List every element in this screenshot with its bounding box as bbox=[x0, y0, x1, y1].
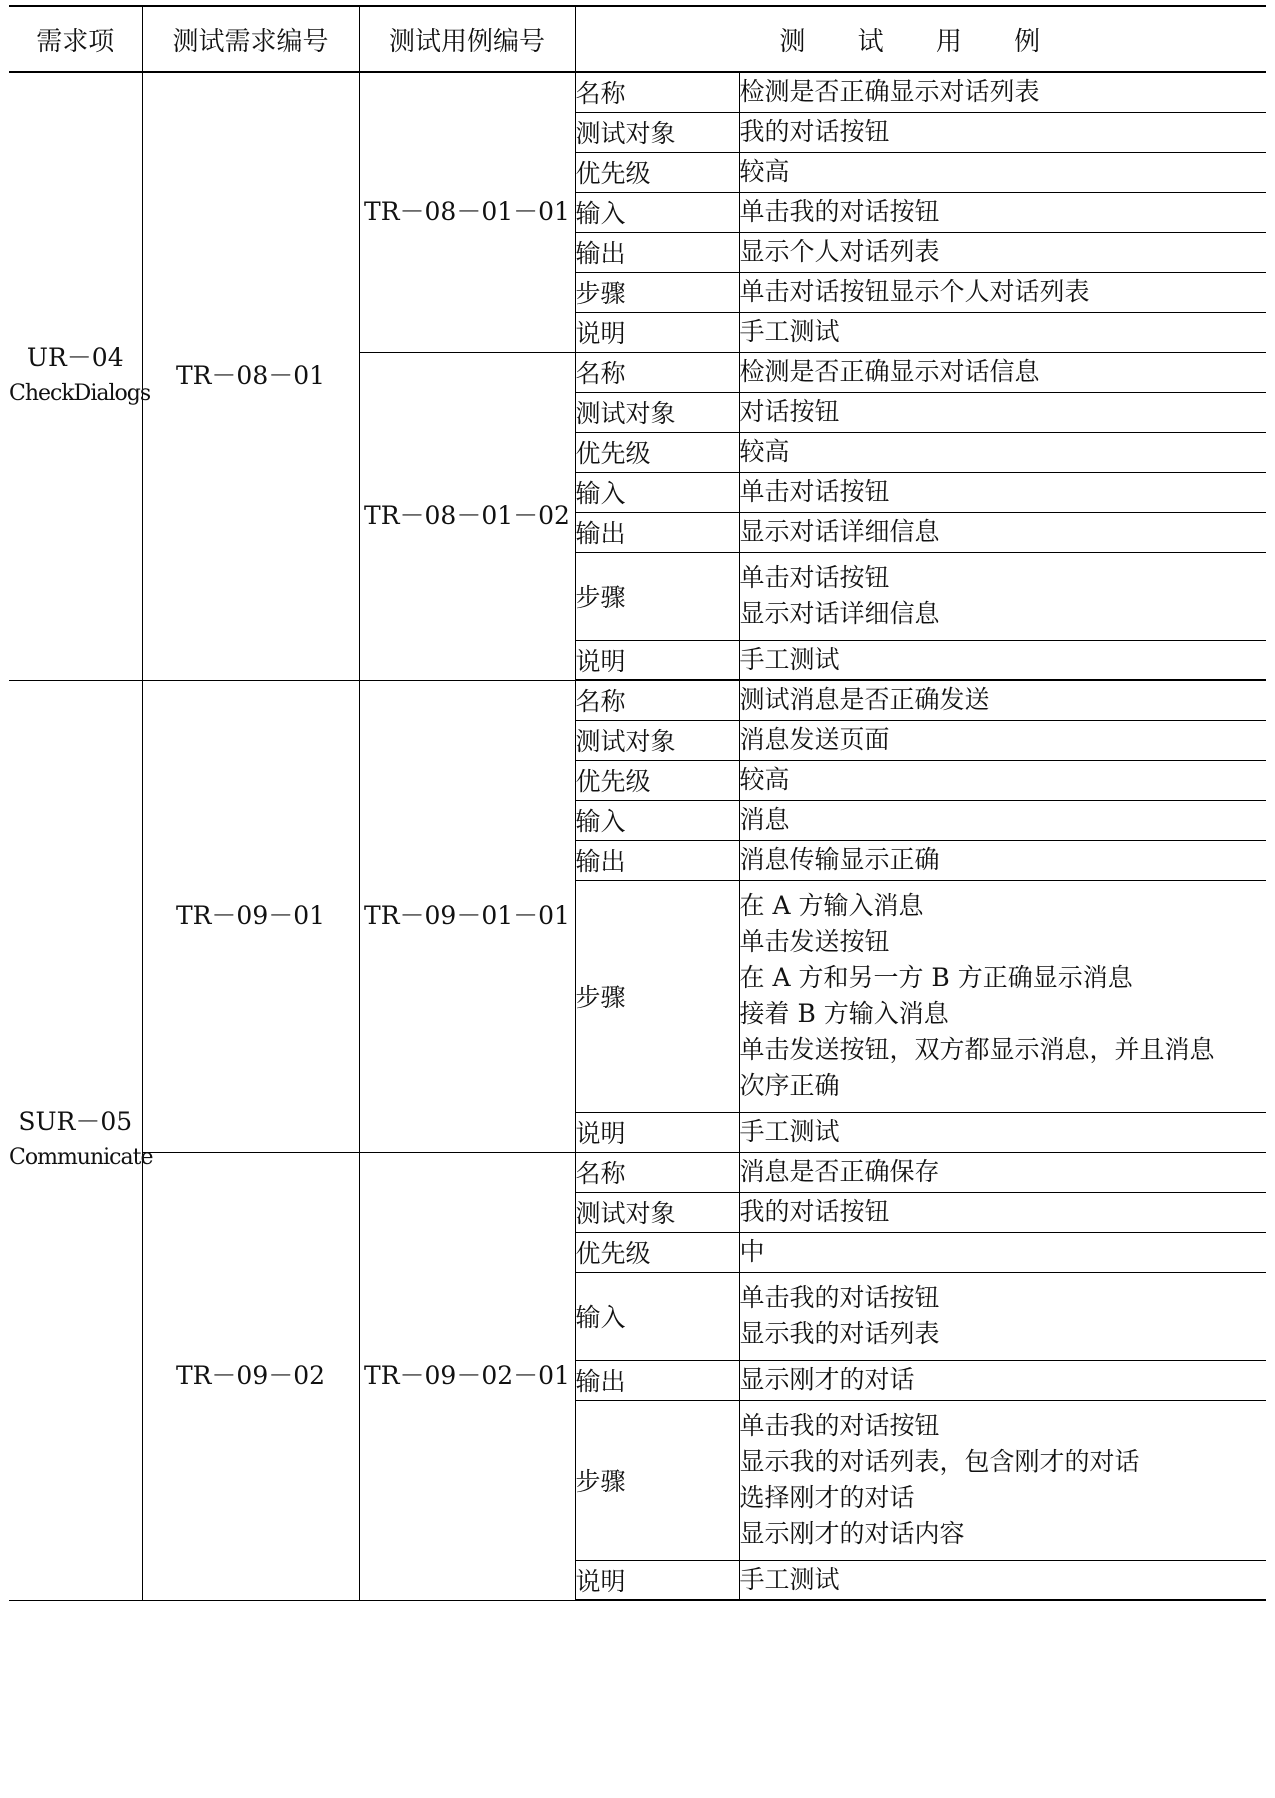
field-value-line: 手工测试 bbox=[739, 1564, 840, 1594]
test-case-table bbox=[9, 5, 1266, 1601]
field-label: 步骤 bbox=[575, 552, 739, 640]
field-value-line: 单击我的对话按钮 bbox=[739, 197, 940, 226]
field-value bbox=[739, 720, 1266, 760]
field-value-line: 在 A 方和另一方 B 方正确显示消息 bbox=[739, 963, 1133, 992]
field-value bbox=[739, 800, 1266, 840]
field-label: 步骤 bbox=[575, 272, 739, 312]
test-requirement-id: TR－08－01 bbox=[142, 72, 359, 680]
field-label: 说明 bbox=[575, 1112, 739, 1152]
field-value-line: 次序正确 bbox=[739, 1071, 840, 1100]
field-label: 输入 bbox=[575, 1272, 739, 1360]
field-value-line: 显示刚才的对话 bbox=[739, 1365, 915, 1394]
field-value bbox=[739, 432, 1266, 472]
test-case-id: TR－09－01－01 bbox=[359, 680, 575, 1152]
field-value-line: 消息发送页面 bbox=[739, 725, 890, 754]
test-case-id: TR－09－02－01 bbox=[359, 1152, 575, 1600]
field-label: 输出 bbox=[575, 512, 739, 552]
field-value bbox=[739, 1232, 1266, 1272]
field-value-line: 我的对话按钮 bbox=[739, 1197, 890, 1226]
field-value bbox=[739, 72, 1266, 112]
field-label: 输出 bbox=[575, 1360, 739, 1400]
field-label: 测试对象 bbox=[575, 392, 739, 432]
test-case-id: TR－08－01－01 bbox=[359, 72, 575, 352]
field-label: 名称 bbox=[575, 680, 739, 720]
field-value-line: 检测是否正确显示对话信息 bbox=[739, 357, 1040, 386]
field-label: 测试对象 bbox=[575, 720, 739, 760]
field-label: 输出 bbox=[575, 840, 739, 880]
field-label: 输入 bbox=[575, 800, 739, 840]
field-label: 测试对象 bbox=[575, 112, 739, 152]
field-value bbox=[739, 152, 1266, 192]
field-label: 步骤 bbox=[575, 1400, 739, 1560]
field-value-line: 单击对话按钮 bbox=[739, 563, 890, 592]
field-label: 名称 bbox=[575, 352, 739, 392]
field-value bbox=[739, 232, 1266, 272]
test-case-id: TR－08－01－02 bbox=[359, 352, 575, 680]
field-value bbox=[739, 640, 1266, 680]
table-header bbox=[9, 6, 1266, 72]
field-value bbox=[739, 112, 1266, 152]
field-value bbox=[739, 1192, 1266, 1232]
field-value bbox=[739, 1360, 1266, 1400]
field-value bbox=[739, 1400, 1266, 1560]
field-value-line: 较高 bbox=[739, 157, 790, 186]
field-value bbox=[739, 472, 1266, 512]
field-value bbox=[739, 680, 1266, 720]
field-value-line: 显示个人对话列表 bbox=[739, 237, 940, 266]
table-row bbox=[9, 680, 1266, 720]
field-value bbox=[739, 1152, 1266, 1192]
field-value bbox=[739, 512, 1266, 552]
field-value-line: 单击我的对话按钮 bbox=[739, 1283, 940, 1312]
table-row bbox=[9, 72, 1266, 112]
header-row bbox=[9, 6, 1266, 72]
field-label: 说明 bbox=[575, 312, 739, 352]
field-value-line: 手工测试 bbox=[739, 317, 840, 346]
field-value-line: 显示我的对话列表，包含刚才的对话 bbox=[739, 1447, 1140, 1476]
field-value-line: 单击对话按钮显示个人对话列表 bbox=[739, 277, 1090, 306]
field-value-line: 显示刚才的对话内容 bbox=[739, 1519, 965, 1548]
field-value-line: 单击发送按钮 bbox=[739, 927, 890, 956]
field-value-line: 显示对话详细信息 bbox=[739, 517, 940, 546]
test-requirement-id: TR－09－02 bbox=[142, 1152, 359, 1600]
field-label: 优先级 bbox=[575, 152, 739, 192]
field-value bbox=[739, 840, 1266, 880]
field-value-line: 消息传输显示正确 bbox=[739, 845, 940, 874]
requirement-name: CheckDialogs bbox=[9, 381, 151, 407]
field-label: 优先级 bbox=[575, 760, 739, 800]
field-label: 步骤 bbox=[575, 880, 739, 1112]
field-value-line: 消息 bbox=[739, 805, 790, 834]
document-page bbox=[9, 5, 1266, 1601]
field-value-line: 中 bbox=[739, 1237, 765, 1266]
field-value-line: 手工测试 bbox=[739, 644, 840, 674]
field-value bbox=[739, 192, 1266, 232]
field-value-line: 显示对话详细信息 bbox=[739, 599, 940, 628]
requirement-id: SUR－05 bbox=[18, 1107, 133, 1136]
header-test-requirement-id: 测试需求编号 bbox=[142, 6, 359, 72]
field-value-line: 选择刚才的对话 bbox=[739, 1483, 915, 1512]
field-label: 名称 bbox=[575, 72, 739, 112]
field-value bbox=[739, 1272, 1266, 1360]
field-label: 说明 bbox=[575, 1560, 739, 1600]
field-value bbox=[739, 392, 1266, 432]
field-value-line: 接着 B 方输入消息 bbox=[739, 999, 949, 1028]
field-value-line: 对话按钮 bbox=[739, 397, 840, 426]
field-value-line: 较高 bbox=[739, 765, 790, 794]
field-value-line: 单击我的对话按钮 bbox=[739, 1411, 940, 1440]
field-value-line: 较高 bbox=[739, 437, 790, 466]
field-value-line: 手工测试 bbox=[739, 1117, 840, 1146]
field-value-line: 测试消息是否正确发送 bbox=[739, 685, 990, 715]
field-value bbox=[739, 1112, 1266, 1152]
requirement-cell bbox=[9, 680, 153, 1600]
field-label: 优先级 bbox=[575, 1232, 739, 1272]
field-label: 名称 bbox=[575, 1152, 739, 1192]
table-row bbox=[9, 1152, 1266, 1192]
field-value bbox=[739, 880, 1266, 1112]
field-value bbox=[739, 1560, 1266, 1600]
field-value bbox=[739, 352, 1266, 392]
requirement-cell bbox=[9, 72, 151, 680]
table-body bbox=[9, 72, 1266, 1600]
field-label: 测试对象 bbox=[575, 1192, 739, 1232]
field-value bbox=[739, 760, 1266, 800]
field-value-line: 在 A 方输入消息 bbox=[739, 891, 924, 920]
header-test-case-id: 测试用例编号 bbox=[359, 6, 575, 72]
field-label: 输出 bbox=[575, 232, 739, 272]
field-value-line: 我的对话按钮 bbox=[739, 117, 890, 146]
field-label: 说明 bbox=[575, 640, 739, 680]
field-label: 输入 bbox=[575, 192, 739, 232]
field-value bbox=[739, 312, 1266, 352]
field-value-line: 显示我的对话列表 bbox=[739, 1319, 940, 1348]
field-value-line: 单击发送按钮，双方都显示消息，并且消息 bbox=[739, 1035, 1215, 1064]
field-value-line: 单击对话按钮 bbox=[739, 477, 890, 506]
field-value-line: 检测是否正确显示对话列表 bbox=[739, 77, 1040, 107]
requirement-id: UR－04 bbox=[26, 343, 124, 373]
field-label: 输入 bbox=[575, 472, 739, 512]
field-value bbox=[739, 272, 1266, 312]
header-test-case: 测 试 用 例 bbox=[575, 6, 1266, 72]
test-requirement-id: TR－09－01 bbox=[142, 680, 359, 1152]
field-label: 优先级 bbox=[575, 432, 739, 472]
field-value bbox=[739, 552, 1266, 640]
header-requirement: 需求项 bbox=[9, 6, 142, 72]
requirement-name: Communicate bbox=[9, 1145, 153, 1170]
field-value-line: 消息是否正确保存 bbox=[739, 1157, 940, 1186]
